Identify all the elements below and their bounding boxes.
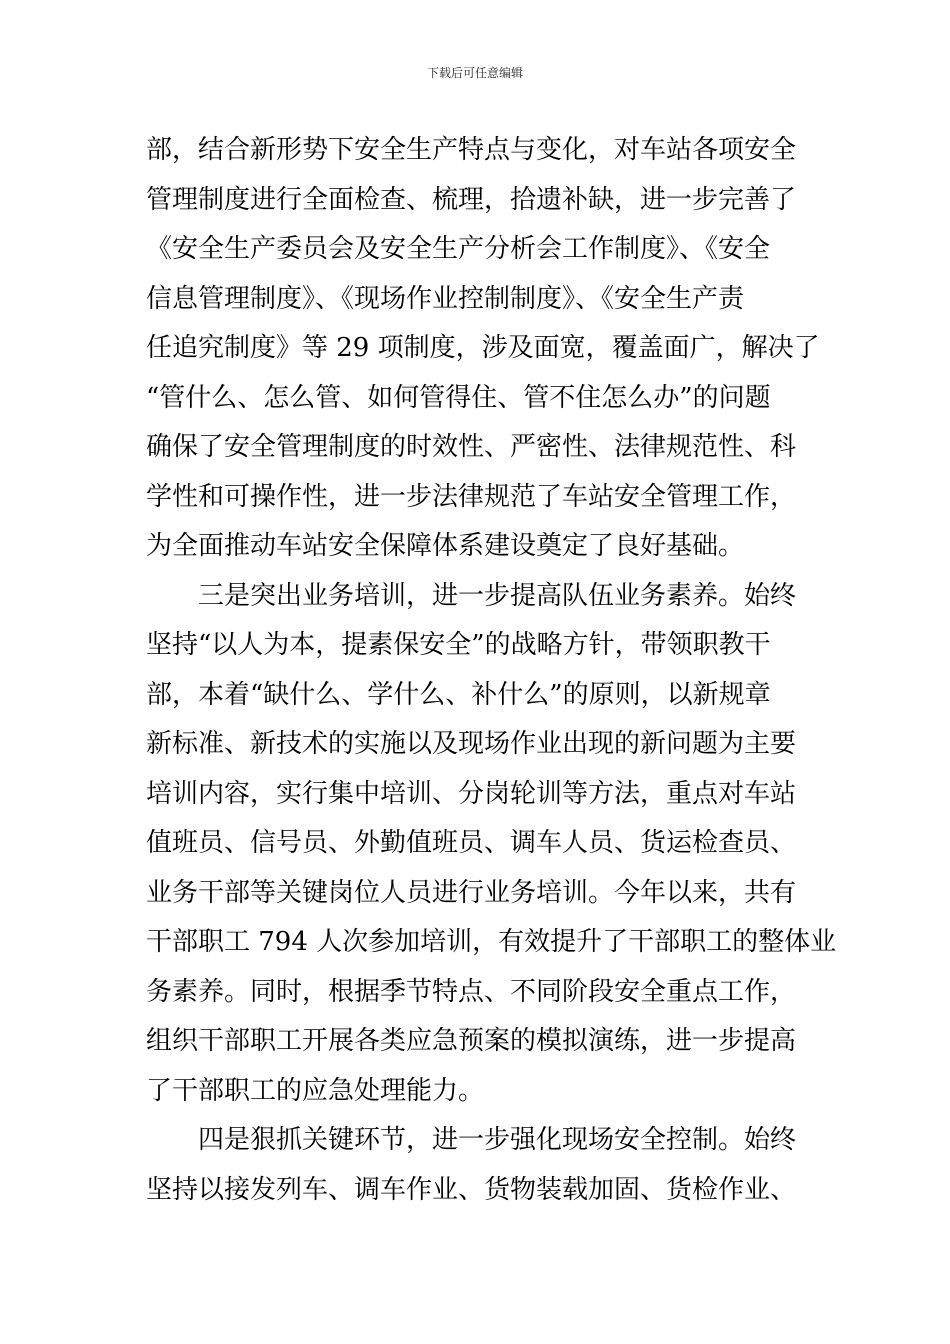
text-line: 坚持以接发列车、调车作业、货物装载加固、货检作业、 <box>146 1174 797 1205</box>
text-line: 了干部职工的应急处理能力。 <box>146 1075 485 1106</box>
text-line: 值班员、信号员、外勤值班员、调车人员、货运检查员、 <box>146 828 797 858</box>
text-line: 学性和可操作性，进一步法律规范了车站安全管理工作， <box>146 481 797 512</box>
text-line: 组织干部职工开展各类应急预案的模拟演练，进一步提高 <box>146 1026 797 1056</box>
paragraph-start-line: 四是狠抓关键环节，进一步强化现场安全控制。始终 <box>198 1125 797 1155</box>
text-line: 坚持“以人为本，提素保安全”的战略方针，带领职教干 <box>146 630 771 660</box>
text-line: 业务干部等关键岗位人员进行业务培训。今年以来，共有 <box>146 877 797 908</box>
text-line: 为全面推动车站安全保障体系建设奠定了良好基础。 <box>146 531 745 561</box>
text-line: 部，本着“缺什么、学什么、补什么”的原则，以新规章 <box>146 679 771 710</box>
text-line: “管什么、怎么管、如何管得住、管不住怎么办”的问题 <box>146 382 771 413</box>
text-line: 管理制度进行全面检查、梳理，拾遗补缺，进一步完善了 <box>146 184 797 215</box>
page-header: 下载后可任意编辑 <box>426 66 523 80</box>
text-line: 信息管理制度》、《现场作业控制制度》、《安全生产责 <box>146 283 745 314</box>
text-line: 任追究制度》等 29 项制度，涉及面宽，覆盖面广，解决了 <box>146 333 820 363</box>
text-line: 确保了安全管理制度的时效性、严密性、法律规范性、科 <box>146 432 797 462</box>
text-line: 干部职工 794 人次参加培训，有效提升了干部职工的整体业 <box>146 927 837 957</box>
text-line: 务素养。同时，根据季节特点、不同阶段安全重点工作， <box>146 976 797 1007</box>
text-line: 新标准、新技术的实施以及现场作业出现的新问题为主要 <box>146 729 797 759</box>
text-line: 《安全生产委员会及安全生产分析会工作制度》、《安全 <box>146 234 771 264</box>
document-body <box>146 126 837 1215</box>
text-line: 培训内容，实行集中培训、分岗轮训等方法，重点对车站 <box>146 778 797 809</box>
paragraph-start-line: 三是突出业务培训，进一步提高队伍业务素养。始终 <box>198 580 797 611</box>
text-line: 部，结合新形势下安全生产特点与变化，对车站各项安全 <box>146 135 797 165</box>
